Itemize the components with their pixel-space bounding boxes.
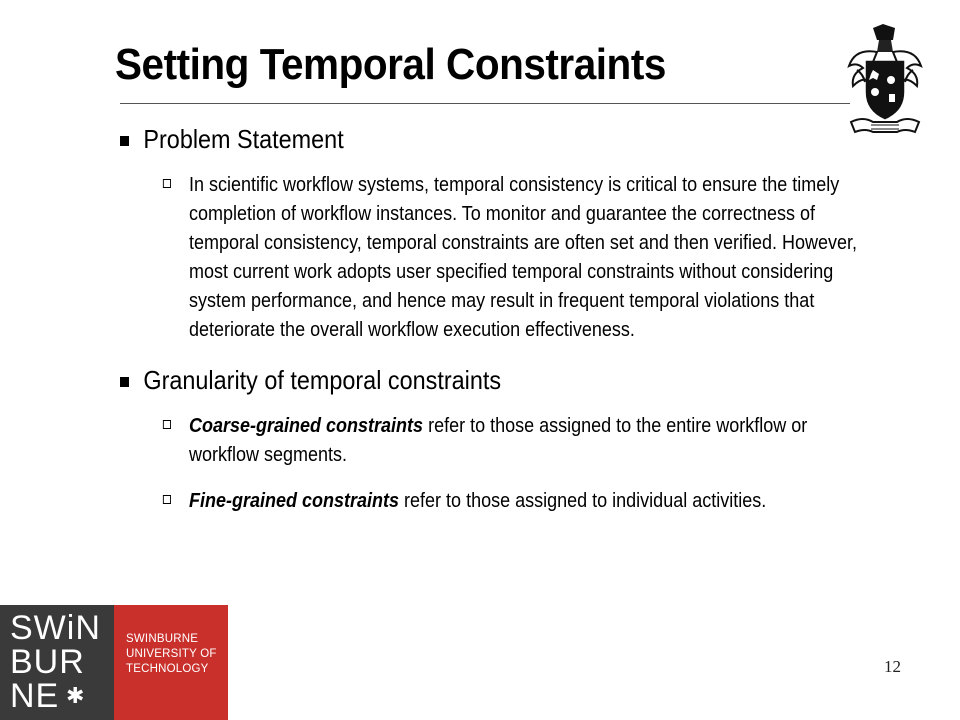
logo-name-line-1: SWINBURNE <box>126 633 199 645</box>
section-heading-problem-statement: Problem Statement <box>120 122 840 156</box>
section-heading-granularity: Granularity of temporal constraints <box>120 363 840 397</box>
problem-statement-text: In scientific workflow systems, temporal consistency is critical to ensure the timely completion of workflow instances. To monitor and guarantee the correctness of temporal consistency, temporal constraints are often set and then verified. However, most current work adopts user specified temporal constraints without considering system performance, and hence may result in frequent temporal violations that deteriorate the overall workflow execution effectiveness. <box>162 171 882 345</box>
logo-name-line-3: TECHNOLOGY <box>126 663 209 675</box>
logo-wordmark-block <box>0 605 114 720</box>
logo-name-line-2: UNIVERSITY OF <box>126 648 217 660</box>
page-number: 12 <box>884 657 901 676</box>
list-item-coarse-grained <box>162 412 882 470</box>
slide-body <box>120 122 920 516</box>
problem-statement-list <box>162 171 920 345</box>
definition-fine-grained: refer to those assigned to individual activities. <box>399 490 767 512</box>
logo-name-block <box>114 605 228 720</box>
term-coarse-grained: Coarse-grained constraints <box>189 415 424 437</box>
logo-line-2: BUR <box>10 643 85 681</box>
slide-title: Setting Temporal Constraints <box>115 40 666 89</box>
star-icon: ✱ <box>66 683 85 708</box>
logo-line-1: SWiN <box>10 609 101 647</box>
term-fine-grained: Fine-grained constraints <box>189 490 400 512</box>
logo-line-3: NE <box>10 677 60 715</box>
granularity-list <box>162 412 920 516</box>
list-item-fine-grained <box>162 487 882 516</box>
definition-coarse-grained: refer to those assigned to the entire workflow or workflow segments. <box>189 415 808 466</box>
swinburne-logo <box>0 605 228 720</box>
logo-name-text <box>126 632 217 677</box>
title-divider <box>120 103 850 104</box>
